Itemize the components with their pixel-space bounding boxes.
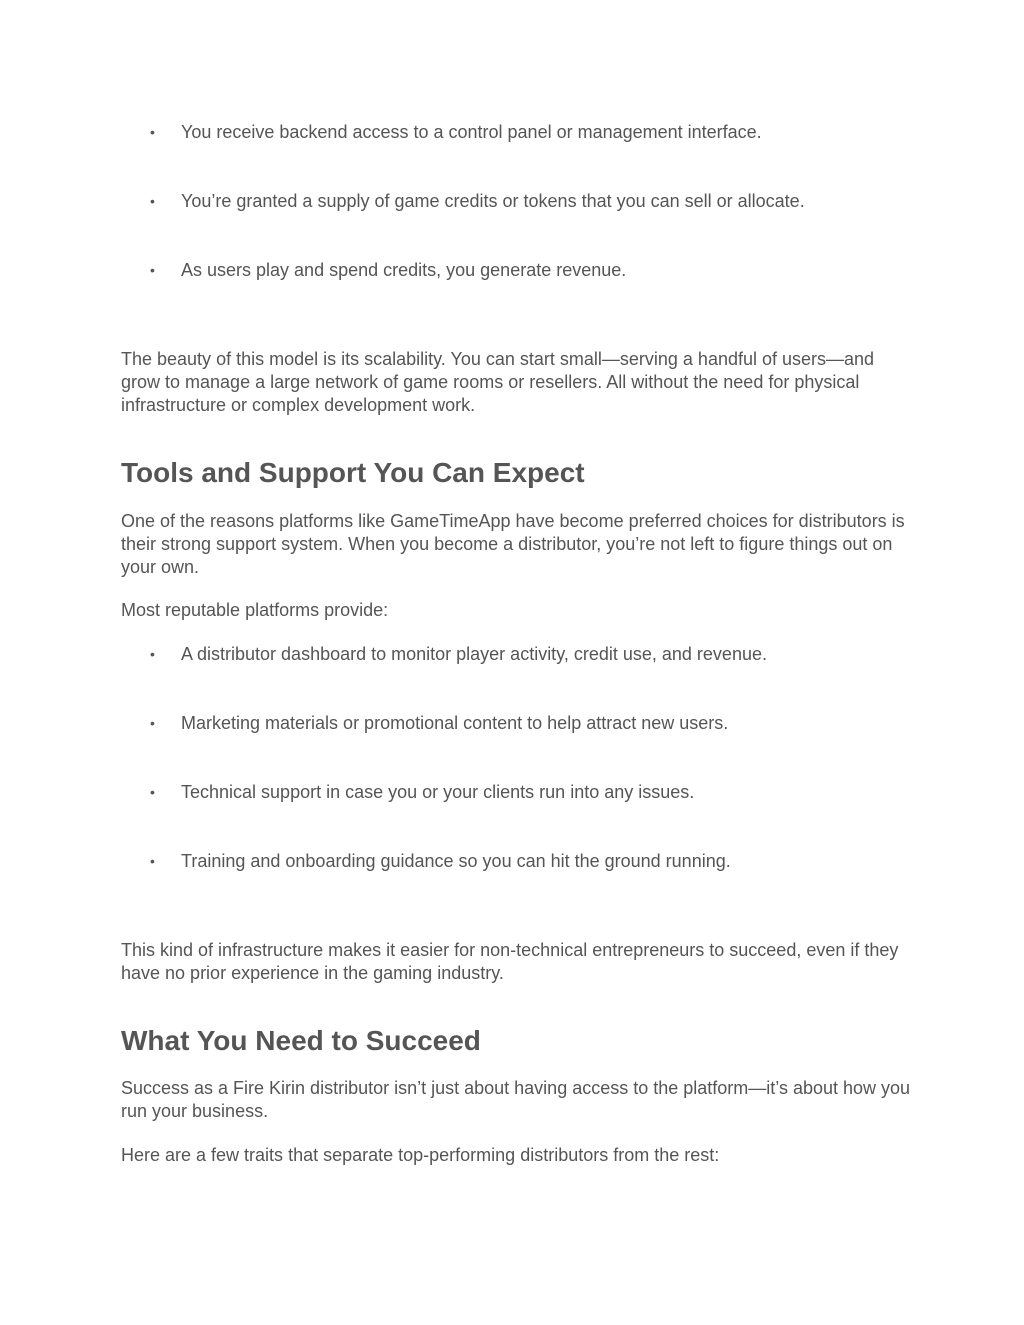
- bullet-icon: •: [150, 262, 155, 278]
- bullet-icon: •: [150, 646, 155, 662]
- list-item-text: You’re granted a supply of game credits or tokens that you can sell or allocate.: [181, 191, 805, 211]
- bullet-icon: •: [150, 715, 155, 731]
- paragraph-tools-lead: Most reputable platforms provide:: [121, 600, 389, 620]
- paragraph-succeed-intro: Success as a Fire Kirin distributor isn’t just about having access to the platform—it’s about how you run your business.: [121, 1078, 911, 1121]
- list-item-text: Marketing materials or promotional content to help attract new users.: [181, 713, 729, 733]
- list-item-text: As users play and spend credits, you generate revenue.: [181, 260, 627, 280]
- paragraph-tools-intro: One of the reasons platforms like GameTimeApp have become preferred choices for distributors is their strong support system. When you become a distributor, you’re not left to figure things out on your own.: [121, 511, 905, 577]
- section-heading-succeed: What You Need to Succeed: [121, 1025, 481, 1056]
- bullet-icon: •: [150, 853, 155, 869]
- bullet-icon: •: [150, 193, 155, 209]
- list-item-text: Training and onboarding guidance so you can hit the ground running.: [181, 851, 731, 871]
- bullet-icon: •: [150, 784, 155, 800]
- paragraph-scalability: The beauty of this model is its scalability. You can start small—serving a handful of users—and grow to manage a large network of game rooms or resellers. All without the need for physical infrastructure or complex development work.: [121, 349, 875, 415]
- list-item-text: You receive backend access to a control panel or management interface.: [181, 122, 762, 142]
- paragraph-succeed-lead: Here are a few traits that separate top-performing distributors from the rest:: [121, 1145, 720, 1165]
- list-item-text: A distributor dashboard to monitor player activity, credit use, and revenue.: [181, 644, 767, 664]
- bullet-icon: •: [150, 124, 155, 140]
- list-item-text: Technical support in case you or your clients run into any issues.: [181, 782, 695, 802]
- section-heading-tools: Tools and Support You Can Expect: [121, 457, 585, 488]
- paragraph-tools-closing: This kind of infrastructure makes it easier for non-technical entrepreneurs to succeed, even if they have no prior experience in the gaming industry.: [121, 940, 899, 983]
